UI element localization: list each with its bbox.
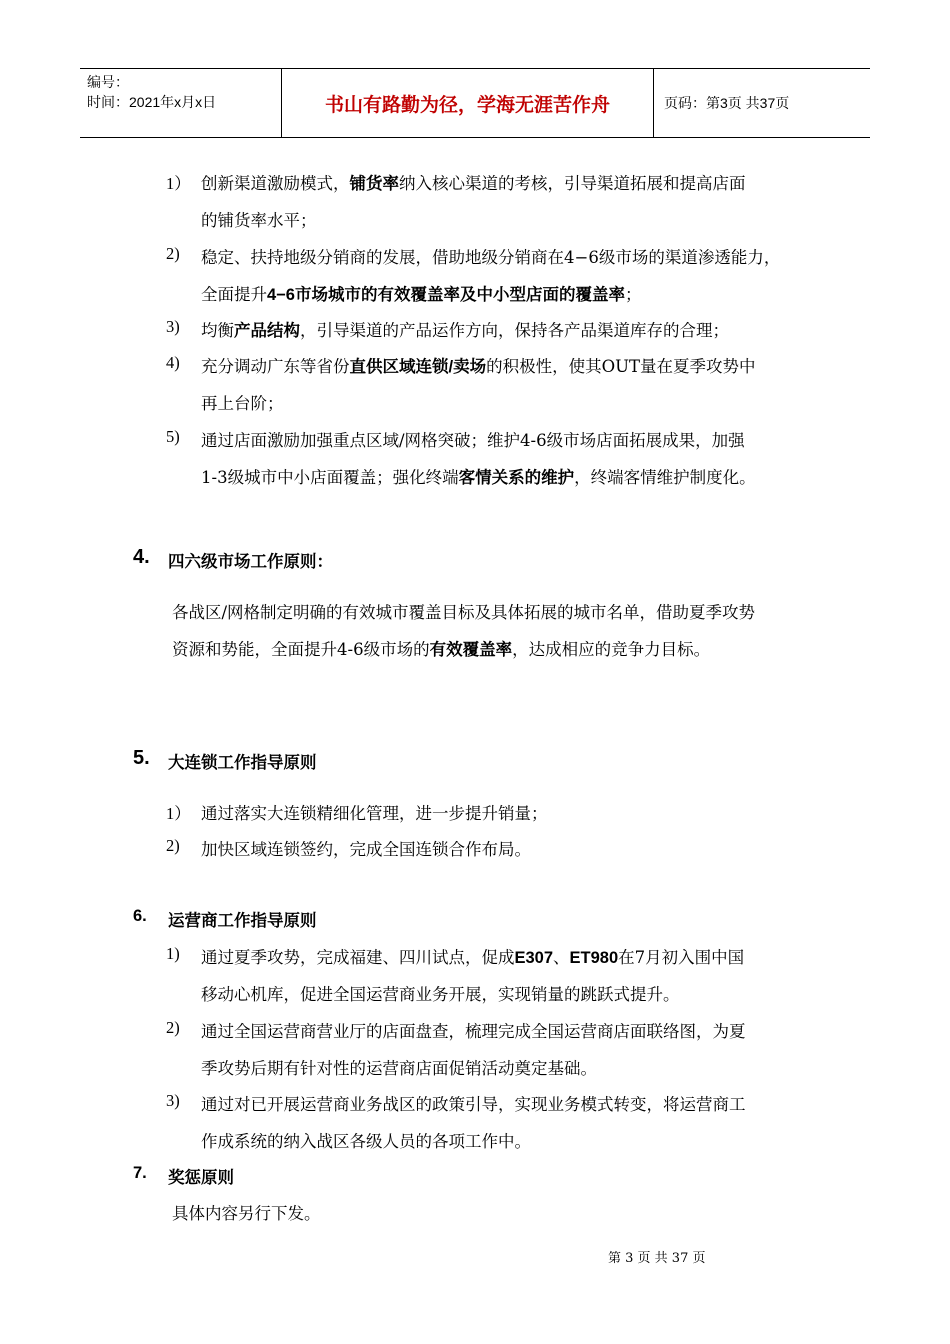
list-item-cont: 季攻势后期有针对性的运营商店面促销活动奠定基础。	[201, 1059, 597, 1078]
item-number: 1）	[166, 174, 191, 193]
section5-number: 5.	[133, 747, 150, 769]
list-item-cont: 全面提升4−6市场城市的有效覆盖率及中小型店面的覆盖率；	[201, 285, 642, 304]
list-item: 均衡产品结构，引导渠道的产品运作方向，保持各产品渠道库存的合理；	[201, 321, 729, 340]
list-item-cont: 的铺货率水平；	[201, 211, 317, 230]
list-item-cont: 再上台阶；	[201, 394, 284, 413]
list-item: 创新渠道激励模式，铺货率纳入核心渠道的考核，引导渠道拓展和提高店面	[201, 174, 746, 193]
item-number: 2)	[166, 244, 180, 263]
section5-title: 大连锁工作指导原则	[168, 754, 317, 772]
list-item: 加快区域连锁签约，完成全国连锁合作布局。	[201, 840, 531, 859]
page-header	[80, 68, 870, 138]
list-item: 通过落实大连锁精细化管理，进一步提升销量；	[201, 804, 548, 823]
item-number: 2)	[166, 1018, 180, 1037]
list-item: 通过夏季攻势，完成福建、四川试点，促成E307、ET980在7月初入围中国	[201, 948, 745, 967]
list-item: 通过全国运营商营业厅的店面盘查，梳理完成全国运营商店面联络图，为夏	[201, 1022, 746, 1041]
list-item-cont: 1-3级城市中小店面覆盖；强化终端客情关系的维护，终端客情维护制度化。	[201, 468, 756, 487]
section4-number: 4.	[133, 546, 150, 568]
section7-text: 具体内容另行下发。	[172, 1204, 321, 1223]
header-motto: 书山有路勤为径，学海无涯苦作舟	[281, 69, 654, 137]
list-item: 稳定、扶持地级分销商的发展，借助地级分销商在4−6级市场的渠道渗透能力，	[201, 248, 781, 267]
code-label: 编号：	[87, 74, 129, 90]
item-number: 1)	[166, 944, 180, 963]
header-meta	[80, 69, 281, 137]
section7-title: 奖惩原则	[168, 1169, 234, 1187]
section4-paragraph-line: 资源和势能，全面提升4-6级市场的有效覆盖率，达成相应的竞争力目标。	[172, 640, 711, 659]
list-item: 通过店面激励加强重点区域/网格突破；维护4-6级市场店面拓展成果，加强	[201, 431, 745, 450]
time-label: 时间：2021年x月x日	[87, 94, 217, 110]
section7-number: 7.	[133, 1164, 147, 1182]
item-number: 2)	[166, 836, 180, 855]
item-number: 5)	[166, 427, 180, 446]
item-number: 3)	[166, 317, 180, 336]
list-item-cont: 移动心机库，促进全国运营商业务开展，实现销量的跳跃式提升。	[201, 985, 680, 1004]
item-number: 3)	[166, 1091, 180, 1110]
section6-number: 6.	[133, 907, 147, 925]
section4-title: 四六级市场工作原则：	[168, 553, 333, 571]
header-page-info: 页码：第3页 共37页	[664, 95, 790, 111]
list-item: 充分调动广东等省份直供区域连锁/卖场的积极性，使其OUT量在夏季攻势中	[201, 357, 756, 376]
section6-title: 运营商工作指导原则	[168, 912, 317, 930]
item-number: 4)	[166, 353, 180, 372]
list-item-cont: 作成系统的纳入战区各级人员的各项工作中。	[201, 1132, 531, 1151]
list-item: 通过对已开展运营商业务战区的政策引导，实现业务模式转变，将运营商工	[201, 1095, 746, 1114]
section4-paragraph-line: 各战区/网格制定明确的有效城市覆盖目标及具体拓展的城市名单，借助夏季攻势	[172, 603, 756, 622]
page-footer: 第 3 页 共 37 页	[608, 1251, 706, 1266]
item-number: 1）	[166, 804, 191, 823]
